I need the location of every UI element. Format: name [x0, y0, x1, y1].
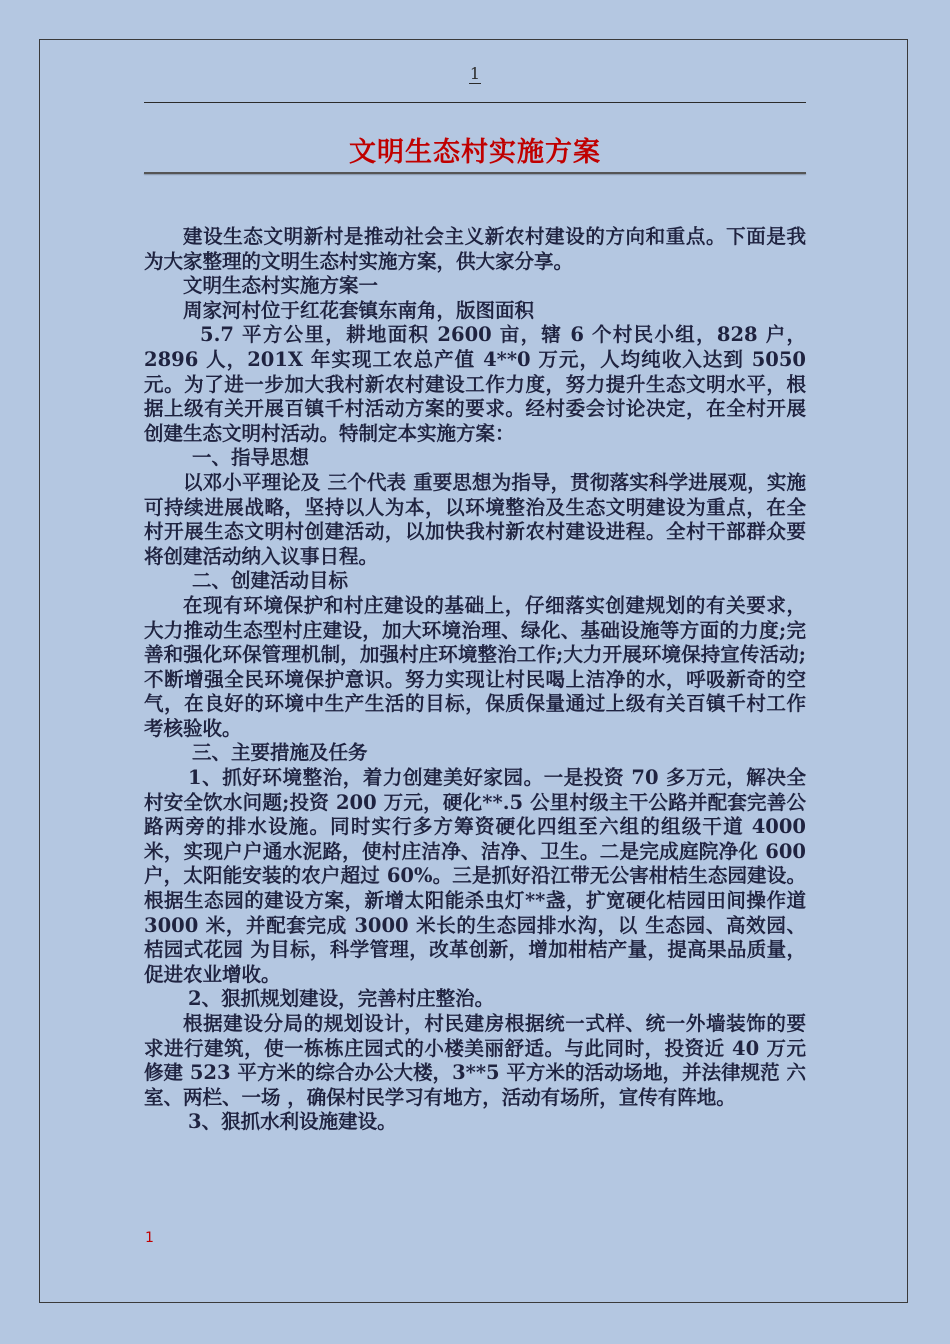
- paragraph-measure-1: 1、抓好环境整治，着力创建美好家园。一是投资 70 多万元，解决全村安全饮水问题;投资 200 万元，硬化**.5 公里村级主干公路并配套完善公路两旁的排水设施。同时实行多方筹资硬化四组至六组的组级干道 4000 米，实现户户通水泥路，使村庄洁净、洁净、卫生。二是完成庭院净化 600 户，太阳能安装的农户超过 60%。三是抓好沿江带无公害柑桔生态园建设。根据生态园的建设方案，新增太阳能杀虫灯**盏，扩宽硬化桔园田间操作道 3000 米，并配套完成 3000 米长的生态园排水沟，以 生态园、高效园、桔园式花园 为目标，科学管理，改革创新，增加柑桔产量，提高果品质量，促进农业增收。: [144, 766, 806, 986]
- title-divider: [144, 172, 806, 174]
- header-page-number: 1: [469, 64, 481, 83]
- section-heading-guiding-ideology: 一、指导思想: [192, 446, 310, 470]
- paragraph-guiding-ideology: 以邓小平理论及 三个代表 重要思想为指导，贯彻落实科学进展观，实施可持续进展战略，坚持以人为本，以环境整治及生态文明建设为重点，在全村开展生态文明村创建活动，以加快我村新农村建设进程。全村干部群众要将创建活动纳入议事日程。: [144, 470, 806, 568]
- section-heading-plan-one: 文明生态村实施方案一: [183, 274, 379, 298]
- paragraph-village-stats: 5.7 平方公里，耕地面积 2600 亩，辖 6 个村民小组，828 户，2896 人，201X 年实现工农总产值 4**0 万元，人均纯收入达到 5050 元。为了进一步加大我村新农村建设工作力度，努力提升生态文明水平，根据上级有关开展百镇千村活动方案的要求。经村委会讨论决定，在全村开展创建生态文明村活动。特制定本实施方案：: [144, 323, 806, 445]
- section-heading-activity-goals: 二、创建活动目标: [192, 569, 349, 593]
- subheading-measure-3: 3、狠抓水利设施建设。: [188, 1110, 397, 1134]
- header-divider: [144, 102, 806, 103]
- paragraph-measure-2: 根据建设分局的规划设计，村民建房根据统一式样、统一外墙装饰的要求进行建筑，使一栋栋庄园式的小楼美丽舒适。与此同时，投资近 40 万元修建 523 平方米的综合办公大楼，3**5 平方米的活动场地，并法律规范 六室、两栏、一场 ，确保村民学习有地方，活动有场所，宣传有阵地。: [144, 1012, 806, 1109]
- footer-page-number: 1: [145, 1230, 154, 1246]
- paragraph-location: 周家河村位于红花套镇东南角，版图面积: [183, 298, 535, 322]
- document-title: 文明生态村实施方案: [349, 137, 601, 168]
- section-heading-measures: 三、主要措施及任务: [192, 741, 368, 765]
- paragraph-intro: 建设生态文明新村是推动社会主义新农村建设的方向和重点。下面是我为大家整理的文明生态村实施方案，供大家分享。: [144, 225, 806, 273]
- document-body: [144, 225, 806, 1135]
- subheading-measure-2: 2、狠抓规划建设，完善村庄整治。: [188, 987, 495, 1011]
- paragraph-activity-goals: 在现有环境保护和村庄建设的基础上，仔细落实创建规划的有关要求，大力推动生态型村庄建设，加大环境治理、绿化、基础设施等方面的力度;完善和强化环保管理机制，加强村庄环境整治工作;大力开展环境保持宣传活动;不断增强全民环境保护意识。努力实现让村民喝上洁净的水，呼吸新奇的空气，在良好的环境中生产生活的目标，保质保量通过上级有关百镇千村工作考核验收。: [144, 593, 806, 740]
